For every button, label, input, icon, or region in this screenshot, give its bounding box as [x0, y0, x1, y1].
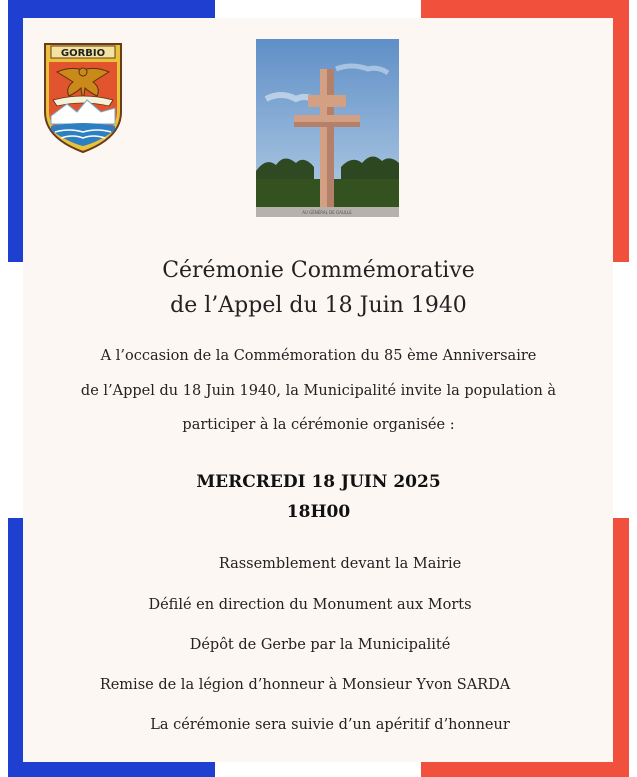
intro-line-1: A l’occasion de la Commémoration du 85 ème Anniversaire	[100, 348, 537, 364]
intro-line-3: participer à la cérémonie organisée :	[182, 417, 455, 433]
programme-item: Défilé en direction du Monument aux Morts	[148, 597, 472, 613]
programme-item: Rassemblement devant la Mairie	[218, 556, 462, 572]
programme-item: La cérémonie sera suivie d’un apéritif d’honneur	[150, 717, 510, 733]
programme-item: Dépôt de Gerbe par la Municipalité	[189, 637, 451, 653]
flag-red-bottom	[421, 760, 629, 777]
svg-text:AU GÉNÉRAL DE GAULLE: AU GÉNÉRAL DE GAULLE	[302, 210, 352, 215]
flag-blue-top	[8, 0, 215, 18]
cross-of-lorraine-photo	[256, 39, 399, 217]
event-time: 18H00	[286, 502, 351, 522]
programme-item: Remise de la légion d’honneur à Monsieur Yvon SARDA	[99, 677, 511, 693]
title-line-1: Cérémonie Commémorative	[162, 258, 475, 283]
flag-blue-bottom	[8, 760, 215, 777]
intro-line-2: de l’Appel du 18 Juin 1940, la Municipalité invite la population à	[80, 383, 557, 399]
flag-red-bottom-right	[612, 518, 629, 777]
gorbio-crest	[43, 42, 123, 154]
flag-red-top-right	[612, 0, 629, 262]
event-date: MERCREDI 18 JUIN 2025	[196, 472, 441, 492]
flag-red-top	[421, 0, 629, 18]
title-line-2: de l’Appel du 18 Juin 1940	[170, 293, 467, 318]
crest-name: GORBIO	[60, 48, 106, 59]
flag-blue-top-left	[8, 0, 24, 262]
flag-blue-bottom-left	[8, 518, 24, 777]
